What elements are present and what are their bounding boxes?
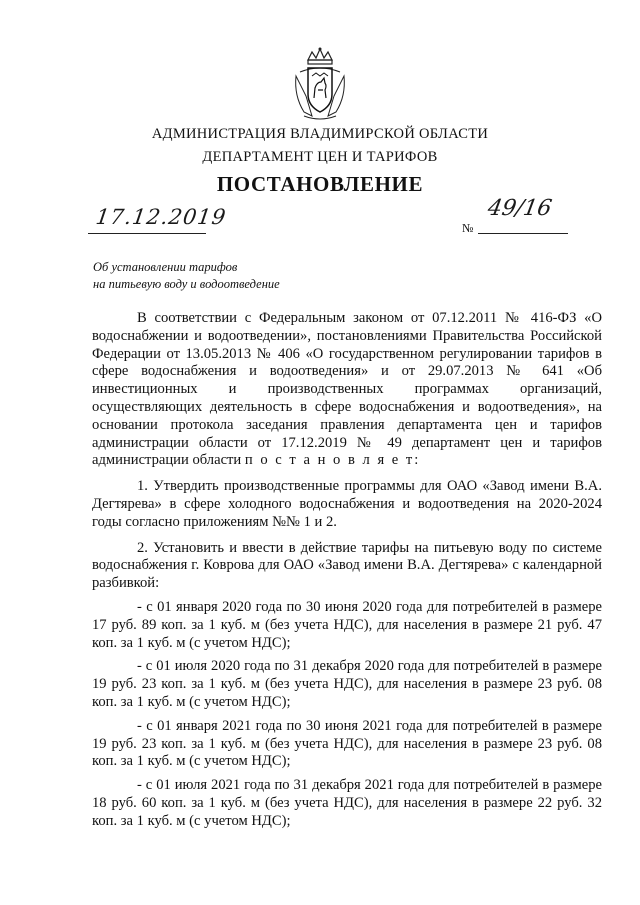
subject-line-2: на питьевую воду и водоотведение	[93, 277, 280, 291]
point-2: 2. Установить и ввести в действие тарифы на питьевую воду по системе водоснабжения г. Коврова для ОАО «Завод имени В.А. Дегтярева» с календарной разбивкой:	[92, 539, 602, 592]
tariff-item: - с 01 января 2021 года по 30 июня 2021 года для потребителей в размере 19 руб. 23 коп. за 1 куб. м (без учета НДС), для населения в размере 23 руб. 08 коп. за 1 куб. м (с учетом НДС);	[92, 717, 602, 770]
point-1: 1. Утвердить производственные программы для ОАО «Завод имени В.А. Дегтярева» в сфере холодного водоснабжения и водоотведения на 2020-2024 годы согласно приложениям №№ 1 и 2.	[92, 478, 602, 530]
preamble-text: В соответствии с Федеральным законом от 07.12.2011 № 416-ФЗ «О водоснабжении и водоотведении», постановлениями Правительства Российской Федерации от 13.05.2013 № 406 «О государственном регулировании тарифов в сфере водоснабжения и водоотведения» и от 29.07.2013 № 641 «Об инвестиционных и производственных программах организаций, осуществляющих деятельность в сфере водоснабжения и водоотведения», на основании протокола заседания правления департамента цен и тарифов администрации области от 17.12.2019 № 49 департамент цен и тарифов администрации области	[92, 310, 602, 469]
preamble-keyword: п о с т а н о в л я е т:	[244, 452, 421, 469]
coat-of-arms-icon	[290, 46, 350, 122]
tariff-item: - с 01 июля 2021 года по 31 декабря 2021 года для потребителей в размере 18 руб. 60 коп. за 1 куб. м (без учета НДС), для населения в размере 22 руб. 32 коп. за 1 куб. м (с учетом НДС);	[92, 777, 602, 829]
department-name: ДЕПАРТАМЕНТ ЦЕН И ТАРИФОВ	[202, 149, 438, 165]
document-body	[92, 310, 602, 831]
organization-name: АДМИНИСТРАЦИЯ ВЛАДИМИРСКОЙ ОБЛАСТИ	[151, 126, 489, 142]
number-underline	[478, 233, 568, 234]
document-date: 17.12.2019	[94, 205, 228, 229]
document-subject	[93, 259, 280, 293]
preamble-paragraph	[92, 310, 602, 470]
subject-line-1: Об установлении тарифов	[93, 260, 238, 274]
document-title: ПОСТАНОВЛЕНИЕ	[216, 172, 424, 196]
date-underline	[88, 233, 206, 234]
document-number: 49/16	[485, 196, 554, 221]
number-sign: №	[462, 221, 474, 235]
tariff-item: - с 01 июля 2020 года по 31 декабря 2020 года для потребителей в размере 19 руб. 23 коп. за 1 куб. м (без учета НДС), для населения в размере 23 руб. 08 коп. за 1 куб. м (с учетом НДС);	[92, 658, 602, 710]
tariff-item: - с 01 января 2020 года по 30 июня 2020 года для потребителей в размере 17 руб. 89 коп. за 1 куб. м (без учета НДС), для населения в размере 21 руб. 47 коп. за 1 куб. м (с учетом НДС);	[92, 598, 602, 651]
